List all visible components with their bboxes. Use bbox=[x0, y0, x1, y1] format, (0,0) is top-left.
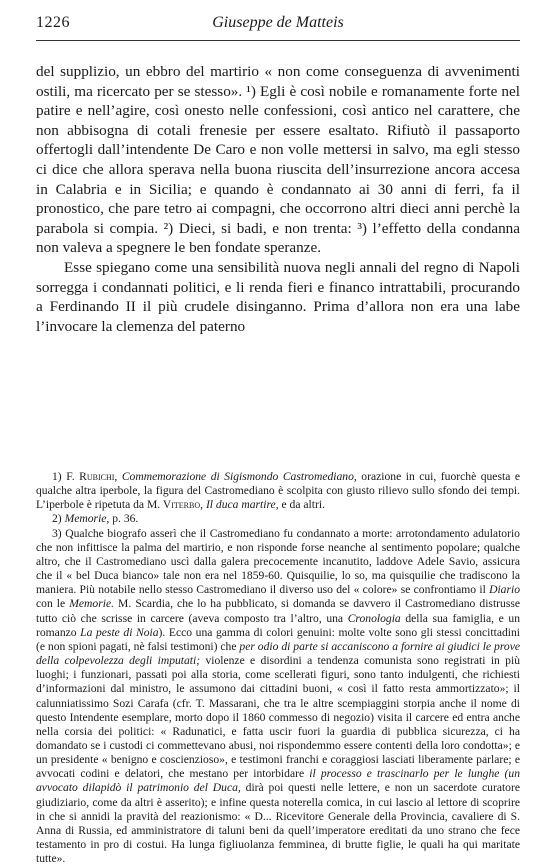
footnote-1: 1) F. Rubichi, Commemorazione di Sigismondo Castromediano, orazione in cui, fuorchè questa e qualche altra iperbole, la figura del Castromediano è scolpita con giusto rilievo sullo sfondo dei tempi. L’iperbole è ripetuta da M. Viterbo, Il duca martire, e da altri. bbox=[36, 470, 520, 512]
footnote-2-text: p. 36. bbox=[109, 512, 139, 526]
footnote-2 bbox=[36, 512, 520, 526]
footnote-3-text-d: della sua famiglia, e un romanzo bbox=[36, 611, 520, 639]
footnote-1-mark: 1) bbox=[52, 470, 62, 483]
page-header bbox=[36, 14, 520, 38]
paragraph-1: del supplizio, un ebbro del martirio « non come conseguenza di avvenimenti ostili, ma ricercato per se stesso». ¹) Egli è così nobile e romanamente forte nel patire e nell’agire, così onesto nelle confessioni, così antico nel carattere, che non abbisogna di cotali frenesie per essere esaltato. Rifiutò il passaporto offertogli dall’intendente De Caro e non volle mettersi in salvo, ma egli stesso ci dice che allora sperava nella buona riuscita dell’insurrezione ancora accesa in Calabria e in Sicilia; e quando è condannato ai 30 anni di ferri, fa il pronostico, che pare tetro ai compagni, che occorrono altri dieci anni perchè la parabola si compia. ²) Dieci, si badi, e non trenta: ³) l’effetto della condanna non valeva a spegnere le ben fondate speranze. bbox=[36, 63, 520, 257]
footnote-1-title-2: Il duca martire, bbox=[205, 498, 279, 512]
paragraph-2: Esse spiegano come una sensibilità nuova negli annali del regno di Napoli sorregga i condannati politici, e li renda fieri e financo intrattabili, procurando a Ferdinando II il più crudele disinganno. Prima d’allora non era una labe l’invocare la clemenza del paterno bbox=[36, 258, 520, 335]
footnote-3-quote-1: per odio di parte si accaniscono a fornire ai giudici le prove della colpevolezza degli imputati; bbox=[36, 639, 520, 668]
footnote-3-peste: La peste di Noia bbox=[80, 625, 159, 639]
footnote-3-text-g: dirà poi questi nelle lettere, e non un sacerdote curatore giudiziario, come da altri è asserito); e infine questa noterella comica, in cui lascio al lettore di scoprire in che si annidi la pravità del reazionismo: « D... Ricevitore Generale della Provincia, cavaliere di S. Anna di Russia, ed amministratore di taluni beni da quell’imperatore ereditati da uno strano che fece testamento in pro di costui. Ha lunga figliuolanza femminea, di brutte figlie, le quali ha qui maritate tutte». bbox=[36, 781, 520, 866]
footnote-2-title: Memorie, bbox=[64, 512, 110, 526]
footnote-2-mark: 2) bbox=[52, 512, 62, 526]
footnote-3 bbox=[36, 527, 520, 866]
footnote-3-text-e: ). Ecco una gamma di colori genuini: molte volte sono gli stessi concittadini (e non spioni pagati, nè falsi testimoni) che bbox=[36, 625, 520, 653]
footnote-1-author: F. Rubichi bbox=[66, 470, 115, 483]
running-title: Giuseppe de Matteis bbox=[212, 14, 344, 31]
footnote-3-quote-2: il processo e trascinarlo per le lunghe (un avvocato dilapidò il patrimonio del Duca, bbox=[36, 767, 520, 795]
footnotes bbox=[36, 470, 520, 866]
page-number: 1226 bbox=[36, 14, 70, 31]
footnote-3-text-a: Qualche biografo asserì che il Castromediano fu condannato a morte: arrotondamento adulatorio che non infittisce la palma del martirio, e non risponde forse neanche al sentimento popolare; qualche altro, che il Castromediano uscì dalla galera precocemente incanutito, laddove Adele Savio, assicura che il « bel Duca bianco» tale non era nel 1859-60. Quisquilie, lo so, ma quisquilie che tradiscono la maniera. Più notabile nello stesso Castromediano il diverso uso del « colore» se confrontiamo il bbox=[36, 526, 520, 597]
header-rule bbox=[36, 40, 520, 41]
footnote-3-text-b: con le bbox=[36, 597, 70, 611]
main-text bbox=[36, 62, 520, 336]
footnote-1-text-b: e da altri. bbox=[278, 498, 325, 512]
footnote-1-text-a: orazione in cui, fuorchè questa e qualche altra iperbole, la figura del Castromediano è scolpita con giusto rilievo sullo sfondo dei tempi. L’iperbole è ripetuta da bbox=[36, 470, 520, 512]
footnote-3-cronologia: Cronologia bbox=[347, 611, 401, 625]
footnote-3-text-f: violenze e disordini a tendenza comunista sono registrati in più luoghi; i funzionari, passati poi alla storia, come scellerati figuri, sono tanto indulgenti, che richiesti d’informazioni dal ministro, le assumono dai cittadini buoni, « così il fatto resta ammortizzato»; il calunniatissimo Sozi Carafa (cfr. T. Massarani, che tra le altre scempiaggini storpia anche il nome di questo Intendente esemplare, morto dopo il 1860 commesso di negozio) visita il carcere ed entra anche nella corsia dei politici: « Radunatici, e fatta uscir fuori la guardia di pubblica sicurezza, ci ha domandato se i custodi ci commettevano abusi, noi rispondemmo essere contenti della loro condotta»; e un presidente « benigno e coscienzioso», e testimoni franchi e coraggiosi lasciati liberamente parlare; e avvocati codini e delatori, che mestano per intorbidare bbox=[36, 654, 520, 781]
footnote-3-text-c: M. Scardia, che lo ha pubblicato, si domanda se davvero il Castromediano distrusse tutto ciò che scrisse in carcere (aveva composto tra l’altro, una bbox=[36, 597, 520, 625]
footnote-1-title: Commemorazione di Sigismondo Castromediano, bbox=[121, 470, 357, 483]
footnote-1-author-2: M. Viterbo, bbox=[146, 498, 204, 512]
footnote-3-diario: Diario bbox=[489, 583, 520, 597]
footnote-3-mark: 3) bbox=[52, 526, 62, 540]
footnote-3-memorie: Memorie. bbox=[69, 597, 114, 611]
